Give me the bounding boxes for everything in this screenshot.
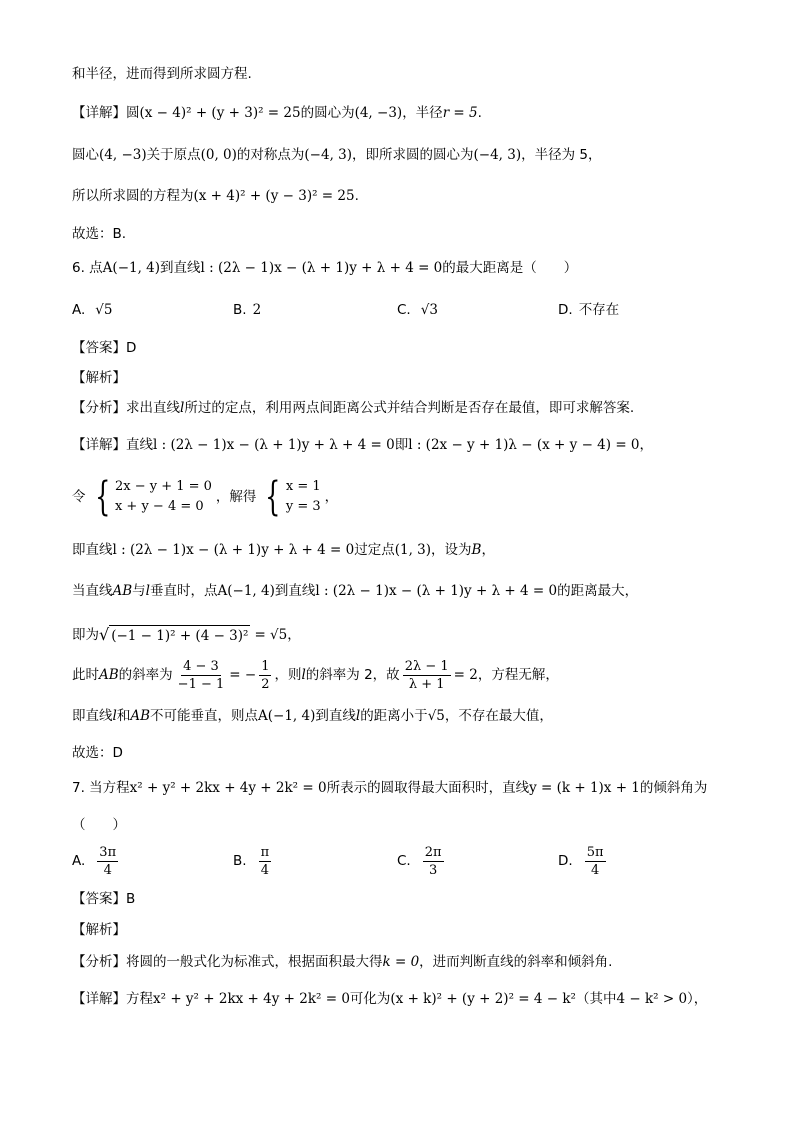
q7-option-b: [233, 842, 274, 880]
text-segment: 的距离小于: [360, 708, 428, 724]
text-line: [72, 952, 612, 972]
fraction: [97, 845, 118, 878]
numerator: π: [260, 844, 270, 860]
text-segment: 【详解】直线: [72, 437, 153, 453]
denominator: 4: [103, 862, 112, 878]
text-segment: 圆心: [72, 147, 99, 163]
math-expression: x² + y² + 2kx + 4y + 2k² = 0: [153, 991, 350, 1007]
brace-icon: {: [265, 474, 281, 520]
text-segment: .: [477, 105, 482, 121]
text-line: [72, 989, 707, 1009]
option-letter: D.: [558, 853, 573, 869]
text-segment: 【解析】: [72, 370, 126, 386]
text-segment: 【答案】D: [72, 340, 137, 356]
text-segment: 当直线: [72, 583, 113, 599]
text-line: [72, 815, 126, 835]
text-segment: ，: [639, 437, 654, 453]
math-expression: l : (2λ − 1)x − (λ + 1)y + λ + 4 = 0: [153, 437, 395, 453]
option-letter: C.: [397, 853, 411, 869]
text-segment: 过定点: [354, 542, 395, 558]
text-segment: 的最大距离是（ ）: [442, 260, 578, 276]
fraction: [259, 845, 272, 878]
option-value: √5: [95, 302, 113, 318]
text-segment: 可化为: [349, 991, 391, 1007]
option-letter: A.: [72, 302, 86, 318]
option-value: 2: [252, 302, 262, 318]
option-letter: B.: [233, 853, 247, 869]
equation: 2x − y + 1 = 0: [114, 479, 212, 494]
text-segment: 到直线: [274, 583, 316, 599]
text-segment: ，设为: [431, 542, 472, 558]
analysis-label: [72, 920, 126, 940]
equation: y = 3: [285, 499, 321, 514]
equation: x + y − 4 = 0: [114, 499, 204, 514]
q6-option-a: [72, 300, 113, 320]
text-segment: 【分析】将圆的一般式化为标准式，根据面积最大得: [72, 954, 383, 970]
option-letter: B.: [233, 302, 247, 318]
radicand: (−1 − 1)² + (4 − 3)²: [109, 625, 250, 646]
text-segment: ，不存在最大值，: [444, 708, 553, 724]
brace-icon: {: [94, 474, 110, 520]
answer-label: [72, 889, 135, 909]
math-expression: (x − 4)² + (y + 3)² = 25: [139, 105, 301, 121]
radical-icon: √: [99, 624, 110, 644]
math-expression: (x + k)² + (y + 2)² = 4 − k²: [390, 991, 576, 1007]
text-segment: 的倾斜角为: [639, 780, 708, 796]
text-segment: ，: [481, 542, 495, 558]
math-expression: l : (2λ − 1)x − (λ + 1)y + λ + 4 = 0: [200, 260, 443, 276]
math-expression: k = 0: [382, 954, 420, 970]
text-segment: ，: [287, 627, 301, 643]
text-segment: 即为: [72, 627, 99, 643]
math-expression: (−4, 3): [473, 147, 522, 163]
math-expression: l: [112, 708, 117, 724]
denominator: 4: [590, 862, 600, 878]
math-expression: (4, −3): [354, 105, 403, 121]
text-segment: 到直线: [315, 708, 356, 724]
text-segment: 令: [72, 489, 86, 505]
text-segment: 7. 当方程: [72, 780, 130, 796]
q7-option-c: [397, 842, 447, 880]
text-segment: 即: [394, 437, 409, 453]
text-segment: ，半径: [402, 105, 443, 121]
text-line: [72, 64, 252, 84]
denominator: 4: [260, 862, 269, 878]
fraction: [176, 659, 227, 692]
option-value: √3: [420, 302, 438, 318]
text-segment: 的对称点为: [236, 147, 305, 163]
text-segment: 即直线: [72, 542, 113, 558]
math-expression: (1, 3): [394, 542, 432, 558]
math-expression: = √5: [254, 627, 288, 643]
text-segment: 6. 点: [72, 260, 103, 276]
option-letter: D.: [558, 302, 573, 318]
text-segment: 【分析】求出直线: [72, 400, 180, 416]
numerator: 1: [261, 658, 270, 674]
math-expression: B: [471, 542, 482, 558]
text-segment: 【详解】圆: [72, 105, 140, 121]
math-expression: = −: [229, 667, 257, 683]
text-segment: 的斜率为 2，故: [305, 667, 400, 683]
option-value: 不存在: [578, 302, 620, 318]
math-expression: y = (k + 1)x + 1: [529, 780, 640, 796]
math-expression: AB: [130, 708, 150, 724]
denominator: λ + 1: [408, 676, 445, 692]
text-segment: 关于原点: [146, 147, 201, 163]
denominator: 3: [428, 862, 438, 878]
text-segment: 和半径，进而得到所求圆方程.: [72, 66, 252, 82]
question-6: [72, 258, 577, 278]
q6-option-d: [558, 300, 619, 320]
text-line: [72, 581, 638, 601]
text-segment: 垂直时，点: [150, 583, 218, 599]
slope-line: [72, 656, 559, 694]
math-expression: l: [301, 667, 306, 683]
text-segment: ，: [324, 489, 339, 505]
text-segment: 【解析】: [72, 922, 126, 938]
text-segment: 所过的定点，利用两点间距离公式并结合判断是否存在最值，即可求解答案.: [184, 400, 635, 416]
equation: x = 1: [285, 479, 321, 494]
text-segment: ，方程无解，: [477, 667, 559, 683]
solution-system: [260, 474, 321, 520]
text-line: [72, 743, 123, 763]
fraction: [403, 659, 451, 692]
numerator: 2π: [424, 844, 442, 860]
text-segment: （ ）: [72, 817, 126, 833]
math-expression: l : (2λ − 1)x − (λ + 1)y + λ + 4 = 0: [315, 583, 558, 599]
question-7: [72, 778, 707, 798]
text-segment: 所以所求圆的方程为: [72, 188, 194, 204]
text-segment: ，半径为 5，: [521, 147, 602, 163]
answer-label: [72, 338, 136, 358]
math-expression: AB: [99, 667, 119, 683]
distance-line: [72, 622, 301, 648]
text-segment: 的距离最大，: [557, 583, 639, 599]
text-segment: 所表示的圆取得最大面积时，直线: [326, 780, 530, 796]
text-line: [72, 145, 602, 165]
math-expression: A(−1, 4): [258, 708, 316, 724]
math-expression: l: [180, 400, 185, 416]
text-segment: 和: [116, 708, 131, 724]
text-segment: ，则: [274, 667, 302, 683]
text-segment: 不可能垂直，则点: [150, 708, 258, 724]
text-segment: （其中: [575, 991, 617, 1007]
math-expression: x² + y² + 2kx + 4y + 2k² = 0: [129, 780, 327, 796]
text-segment: 到直线: [160, 260, 201, 276]
text-line: [72, 398, 634, 418]
text-segment: 故选：D: [72, 745, 123, 761]
text-segment: 【详解】方程: [72, 991, 153, 1007]
fraction: [585, 845, 606, 878]
denominator: −1 − 1: [177, 676, 225, 692]
option-letter: C.: [397, 302, 411, 318]
text-segment: .: [354, 188, 359, 204]
math-expression: 4 − k² > 0: [616, 991, 688, 1007]
math-expression: l: [355, 708, 361, 724]
numerator: 5π: [586, 844, 604, 860]
text-line: [72, 224, 126, 244]
text-segment: 的斜率为: [118, 667, 173, 683]
text-line: [72, 103, 482, 123]
math-expression: (x + 4)² + (y − 3)² = 25: [193, 188, 355, 204]
text-line: [72, 435, 653, 455]
text-segment: 与: [132, 583, 146, 599]
math-expression: A(−1, 4): [102, 260, 161, 276]
q7-option-a: [72, 842, 121, 880]
text-segment: 【答案】B: [72, 891, 136, 907]
fraction: [423, 845, 444, 878]
text-segment: ，解得: [215, 489, 257, 505]
text-segment: 此时: [72, 667, 99, 683]
text-segment: ，即所求圆的圆心为: [352, 147, 474, 163]
text-segment: 故选：B.: [72, 226, 127, 242]
q6-option-b: [233, 300, 261, 320]
text-line: [72, 540, 495, 560]
q7-option-d: [558, 842, 609, 880]
math-expression: = 2: [453, 667, 478, 683]
math-expression: l: [145, 583, 150, 599]
math-expression: (−4, 3): [304, 147, 353, 163]
text-line: [72, 186, 359, 206]
analysis-label: [72, 368, 126, 388]
math-expression: A(−1, 4): [217, 583, 275, 599]
text-segment: 的圆心为: [300, 105, 355, 121]
text-segment: 即直线: [72, 708, 113, 724]
numerator: 4 − 3: [183, 658, 219, 674]
equation-system: [90, 474, 212, 520]
q6-option-c: [397, 300, 438, 320]
math-expression: AB: [112, 583, 133, 599]
text-segment: ），: [687, 991, 708, 1007]
numerator: 2λ − 1: [404, 658, 449, 674]
math-expression: l : (2x − y + 1)λ − (x + y − 4) = 0: [408, 437, 640, 453]
equation-system-line: [72, 476, 338, 518]
math-expression: (0, 0): [200, 147, 237, 163]
text-segment: ，进而判断直线的斜率和倾斜角.: [419, 954, 613, 970]
math-expression: r = 5: [442, 105, 478, 121]
square-root: [99, 625, 250, 646]
math-expression: l : (2λ − 1)x − (λ + 1)y + λ + 4 = 0: [112, 542, 355, 558]
numerator: 3π: [99, 844, 117, 860]
math-expression: (4, −3): [99, 147, 147, 163]
text-line: [72, 706, 553, 726]
fraction: [259, 659, 271, 692]
option-letter: A.: [72, 853, 86, 869]
math-expression: √5: [427, 708, 445, 724]
denominator: 2: [261, 676, 270, 692]
